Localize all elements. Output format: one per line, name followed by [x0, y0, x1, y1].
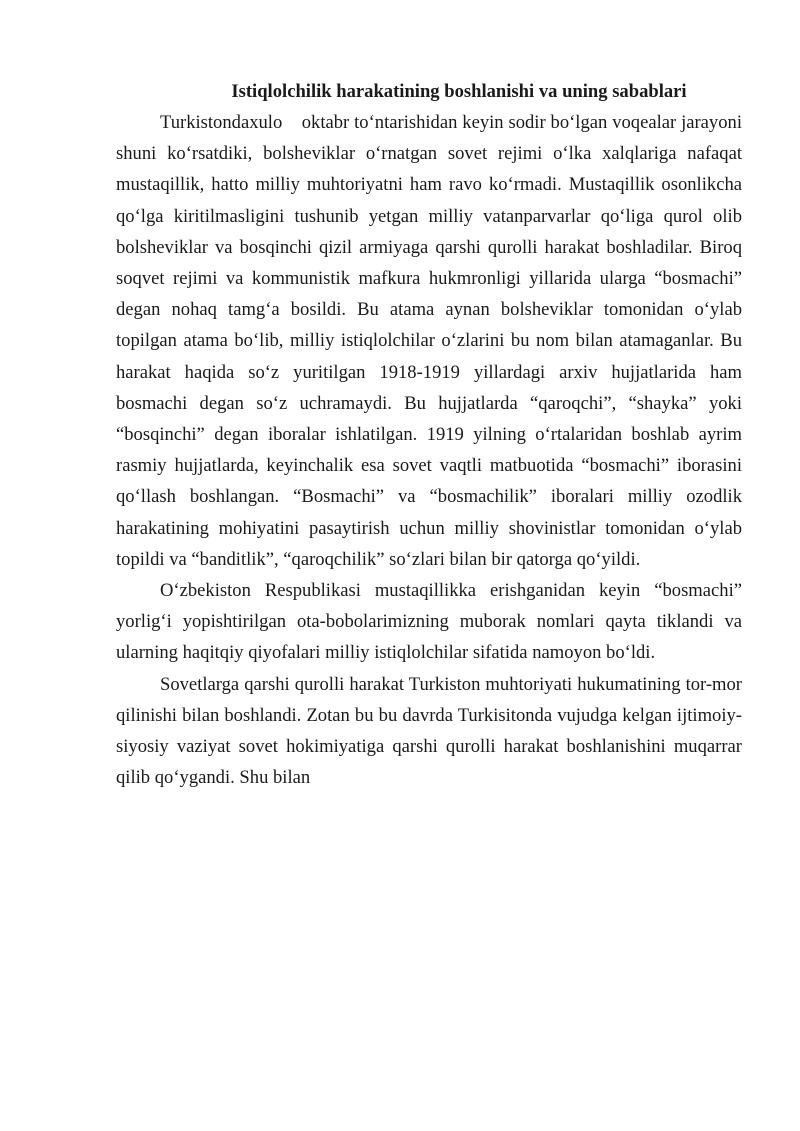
- document-title: Istiqlolchilik harakatining boshlanishi va uning sabablari: [231, 81, 687, 102]
- paragraph-3: Sovetlarga qarshi qurolli harakat Turkiston muhtoriyati hukumatining tor-mor qilinishi bilan boshlandi. Zotan bu bu davrda Turkisitonda vujudga kelgan ijtimoiy-siyosiy vaziyat sovet hokimiyatiga qarshi qurolli harakat boshlanishini muqarrar qilib qo‘ygandi. Shu bilan: [116, 673, 742, 789]
- paragraph-1: Turkistondaxulo oktabr to‘ntarishidan keyin sodir bo‘lgan voqealar jarayoni shuni ko‘rsatdiki, bolsheviklar o‘rnatgan sovet rejimi o‘lka xalqlariga nafaqat mustaqillik, hatto milliy muhtoriyatni ham ravo ko‘rmadi. Mustaqillik osonlikcha qo‘lga kiritilmasligini tushunib yetgan milliy vatanparvarlar qo‘liga qurol olib bolsheviklar va bosqinchi qizil armiyaga qarshi qurolli harakat boshladilar. Biroq soqvet rejimi va kommunistik mafkura hukmronligi yillarida ularga “bosmachi” degan nohaq tamg‘a bosildi. Bu atama aynan bolsheviklar tomonidan o‘ylab topilgan atama bo‘lib, milliy istiqlolchilar o‘zlarini bu nom bilan atamaganlar. Bu harakat haqida so‘z yuritilgan 1918-1919 yillardagi arxiv hujjatlarida ham bosmachi degan so‘z uchramaydi. Bu hujjatlarda “qaroqchi”, “shayka” yoki “bosqinchi” degan iboralar ishlatilgan. 1919 yilning o‘rtalaridan boshlab ayrim rasmiy hujjatlarda, keyinchalik esa sovet vaqtli matbuotida “bosmachi” iborasini qo‘llash boshlangan. “Bosmachi” va “bosmachilik” iboralari milliy ozodlik harakatining mohiyatini pasaytirish uchun milliy shovinistlar tomonidan o‘ylab topildi va “banditlik”, “qaroqchilik” so‘zlari bilan bir qatorga qo‘yildi.: [116, 112, 747, 570]
- document-body: [116, 76, 747, 793]
- paragraph-2: O‘zbekiston Respublikasi mustaqillikka erishganidan keyin “bosmachi” yorlig‘i yopishtirilgan ota-bobolarimizning muborak nomlari qayta tiklandi va ularning haqitqiy qiyofalari milliy istiqlolchilar sifatida namoyon bo‘ldi.: [116, 580, 742, 664]
